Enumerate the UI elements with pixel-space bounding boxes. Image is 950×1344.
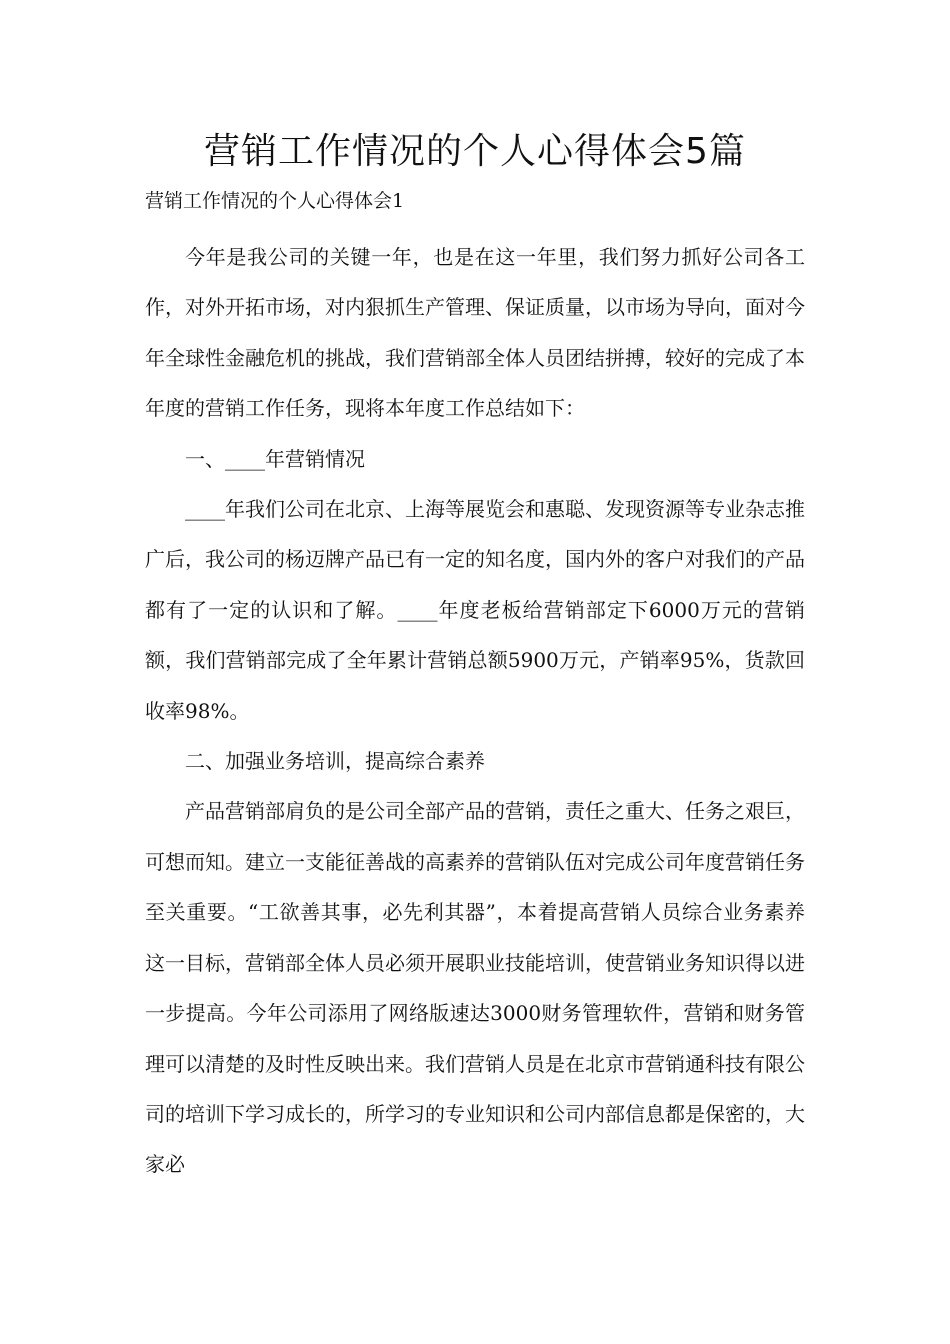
- document-body: [145, 232, 805, 1190]
- heading-training: 二、加强业务培训，提高综合素养: [185, 749, 485, 774]
- heading-sales-situation: 一、____年营销情况: [185, 446, 365, 471]
- paragraph-sales-situation: ____年我们公司在北京、上海等展览会和惠聪、发现资源等专业杂志推广后，我公司的杨迈牌产品已有一定的知名度，国内外的客户对我们的产品都有了一定的认识和了解。____年度老板给营销部定下6000万元的营销额，我们营销部完成了全年累计营销总额5900万元，产销率95%，货款回收率98%。: [145, 497, 805, 723]
- paragraph-training: 产品营销部肩负的是公司全部产品的营销，责任之重大、任务之艰巨，可想而知。建立一支能征善战的高素养的营销队伍对完成公司年度营销任务至关重要。“工欲善其事，必先利其器”，本着提高营销人员综合业务素养这一目标，营销部全体人员必须开展职业技能培训，使营销业务知识得以进一步提高。今年公司添用了网络版速达3000财务管理软件，营销和财务管理可以清楚的及时性反映出来。我们营销人员是在北京市营销通科技有限公司的培训下学习成长的，所学习的专业知识和公司内部信息都是保密的，大家必: [145, 799, 805, 1177]
- document-title: 营销工作情况的个人心得体会5篇: [204, 131, 746, 172]
- paragraph-intro: 今年是我公司的关键一年，也是在这一年里，我们努力抓好公司各工作，对外开拓市场，对内狠抓生产管理、保证质量，以市场为导向，面对今年全球性金融危机的挑战，我们营销部全体人员团结拼搏，较好的完成了本年度的营销工作任务，现将本年度工作总结如下：: [145, 245, 805, 421]
- section-subtitle: 营销工作情况的个人心得体会1: [145, 190, 405, 212]
